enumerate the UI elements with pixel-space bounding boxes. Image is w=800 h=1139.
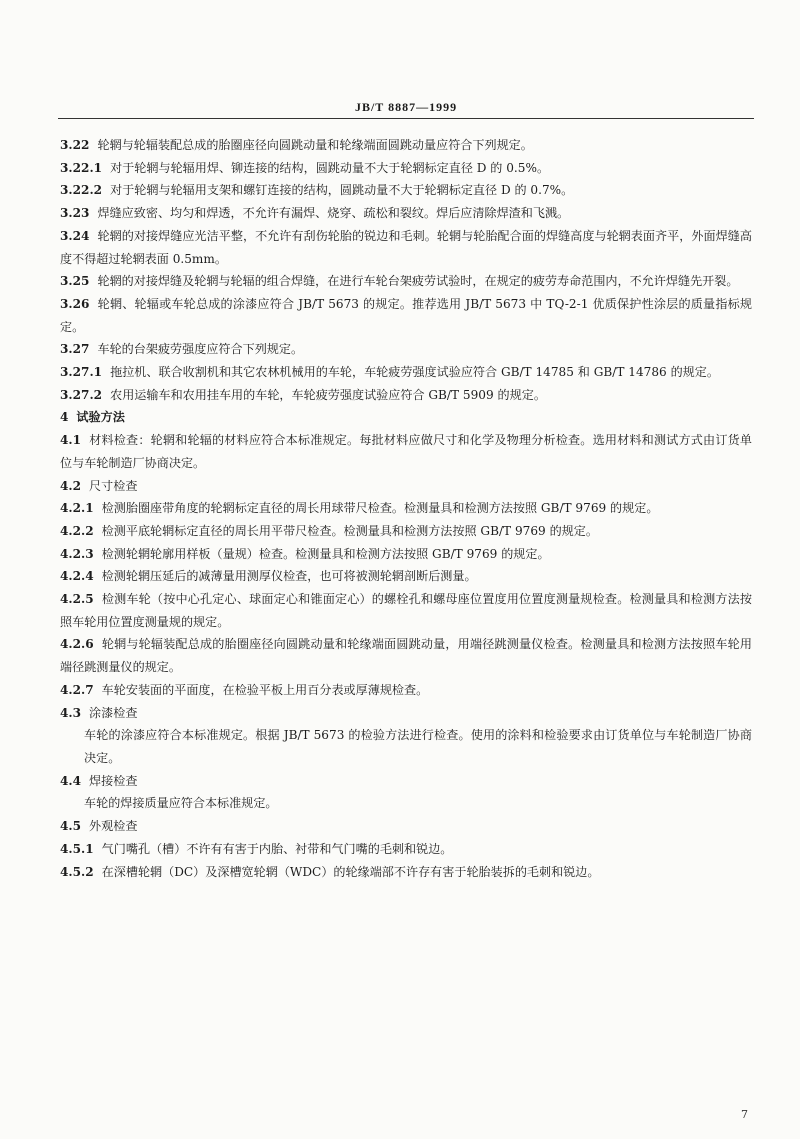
clause-text: 轮辋与轮辐装配总成的胎圈座径向圆跳动量和轮缘端面圆跳动量，用端径跳测量仪检查。检测量具和检测方法按照车轮用端径跳测量仪的规定。: [60, 637, 752, 675]
clause-number: 4.2.3: [60, 546, 94, 561]
clause-text: 材料检查：轮辋和轮辐的材料应符合本标准规定。每批材料应做尺寸和化学及物理分析检查。选用材料和测试方式由订货单位与车轮制造厂协商决定。: [60, 433, 752, 470]
clause-4-5-1: [60, 838, 752, 861]
clause-text: 检测轮辋压延后的减薄量用测厚仪检查，也可将被测轮辋剖断后测量。: [101, 569, 477, 584]
clause-number: 4.4: [60, 773, 82, 788]
clause-text: 拖拉机、联合收割机和其它农林机械用的车轮，车轮疲劳强度试验应符合 GB/T 14785 和 GB/T 14786 的规定。: [110, 365, 719, 380]
clause-text: 车轮安装面的平面度，在检验平板上用百分表或厚薄规检查。: [101, 682, 429, 697]
clause-3-22-1: [60, 157, 752, 180]
clause-4-2-3: [60, 543, 752, 566]
clause-4-2-6: [60, 633, 752, 678]
page-body: [60, 134, 752, 883]
clause-number: 4.5.1: [60, 841, 94, 856]
clause-text: 在深槽轮辋（DC）及深槽宽轮辋（WDC）的轮缘端部不许存有害于轮胎装拆的毛刺和锐边。: [101, 864, 600, 879]
clause-number: 4.2.7: [60, 682, 94, 697]
clause-text: 轮辋的对接焊缝及轮辋与轮辐的组合焊缝，在进行车轮台架疲劳试验时，在规定的疲劳寿命范围内，不允许焊缝先开裂。: [97, 274, 739, 289]
clause-4-2-7: [60, 679, 752, 702]
clause-4-5: [60, 815, 752, 838]
clause-number: 3.27.1: [60, 365, 103, 380]
clause-number: 4.2.6: [60, 637, 94, 652]
section-number: 4: [60, 410, 69, 425]
clause-4-2-4: [60, 565, 752, 588]
clause-text: 轮辋与轮辐装配总成的胎圈座径向圆跳动量和轮缘端面圆跳动量应符合下列规定。: [97, 138, 533, 152]
clause-number: 4.2.4: [60, 569, 94, 584]
clause-text: 检测平底轮辋标定直径的周长用平带尺检查。检测量具和检测方法按照 GB/T 9769 的规定。: [101, 523, 598, 538]
clause-text: 车轮的焊接质量应符合本标准规定。: [84, 796, 278, 811]
clause-text: 车轮的台架疲劳强度应符合下列规定。: [97, 342, 304, 357]
clause-number: 3.23: [60, 206, 90, 221]
clause-3-26: [60, 293, 752, 338]
clause-text: 对于轮辋与轮辐用焊、铆连接的结构，圆跳动量不大于轮辋标定直径 D 的 0.5%。: [110, 160, 550, 175]
clause-text: 焊缝应致密、均匀和焊透，不允许有漏焊、烧穿、疏松和裂纹。焊后应清除焊渣和飞溅。: [97, 206, 570, 221]
clause-text: 对于轮辋与轮辐用支架和螺钉连接的结构，圆跳动量不大于轮辋标定直径 D 的 0.7%。: [110, 183, 574, 198]
clause-4-3: [60, 702, 752, 725]
clause-number: 3.22: [60, 138, 90, 152]
clause-4-2-1: [60, 497, 752, 520]
section-4-title: [60, 406, 752, 429]
clause-text: 检测车轮（按中心孔定心、球面定心和锥面定心）的螺栓孔和螺母座位置度用位置度测量规检查。检测量具和检测方法按照车轮用位置度测量规的规定。: [60, 592, 752, 629]
clause-number: 4.2.2: [60, 523, 94, 538]
clause-text: 轮辋的对接焊缝应光洁平整，不允许有刮伤轮胎的锐边和毛刺。轮辋与轮胎配合面的焊缝高度与轮辋表面齐平，外面焊缝高度不得超过轮辋表面 0.5mm。: [60, 228, 752, 266]
clause-number: 4.2: [60, 478, 82, 493]
clause-4-2: [60, 475, 752, 498]
clause-4-2-2: [60, 520, 752, 543]
clause-3-22: [60, 134, 752, 157]
clause-3-24: [60, 225, 752, 270]
clause-4-4-body: [60, 792, 752, 815]
clause-number: 3.22.2: [60, 183, 103, 198]
header-rule: [58, 118, 754, 119]
clause-number: 3.25: [60, 274, 90, 289]
clause-number: 4.5.2: [60, 864, 94, 879]
clause-text: 轮辋、轮辐或车轮总成的涂漆应符合 JB/T 5673 的规定。推荐选用 JB/T 5673 中 TQ-2-1 优质保护性涂层的质量指标规定。: [60, 296, 752, 334]
clause-number: 3.27: [60, 342, 90, 357]
clause-4-2-5: [60, 588, 752, 633]
clause-3-25: [60, 270, 752, 293]
clause-text: 气门嘴孔（槽）不许有有害于内胎、衬带和气门嘴的毛刺和锐边。: [101, 841, 453, 856]
clause-number: 3.26: [60, 296, 90, 311]
clause-4-5-2: [60, 861, 752, 884]
clause-4-4: [60, 770, 752, 793]
clause-4-1: [60, 429, 752, 474]
clause-text: 焊接检查: [89, 773, 138, 788]
clause-text: 检测胎圈座带角度的轮辋标定直径的周长用球带尺检查。检测量具和检测方法按照 GB/T 9769 的规定。: [101, 501, 659, 516]
clause-number: 3.24: [60, 228, 90, 243]
clause-text: 农用运输车和农用挂车用的车轮，车轮疲劳强度试验应符合 GB/T 5909 的规定。: [110, 387, 546, 402]
clause-number: 3.27.2: [60, 387, 103, 402]
clause-3-22-2: [60, 179, 752, 202]
clause-number: 4.3: [60, 705, 82, 720]
clause-text: 尺寸检查: [89, 478, 138, 493]
running-header: JB/T 8887—1999: [354, 100, 458, 114]
clause-number: 4.2.1: [60, 501, 94, 516]
section-title-text: 试验方法: [76, 410, 125, 425]
clause-3-27: [60, 338, 752, 361]
clause-3-27-1: [60, 361, 752, 384]
clause-4-3-body: [60, 724, 752, 769]
clause-text: 涂漆检查: [89, 705, 138, 720]
clause-text: 外观检查: [89, 819, 138, 834]
page-number: 7: [741, 1108, 748, 1121]
clause-number: 4.5: [60, 819, 82, 834]
clause-3-23: [60, 202, 752, 225]
clause-number: 3.22.1: [60, 160, 103, 175]
clause-3-27-2: [60, 384, 752, 407]
clause-text: 车轮的涂漆应符合本标准规定。根据 JB/T 5673 的检验方法进行检查。使用的涂料和检验要求由订货单位与车轮制造厂协商决定。: [84, 728, 752, 765]
clause-number: 4.2.5: [60, 592, 94, 607]
clause-text: 检测轮辋轮廓用样板（量规）检查。检测量具和检测方法按照 GB/T 9769 的规定。: [101, 546, 550, 561]
clause-number: 4.1: [60, 433, 82, 448]
